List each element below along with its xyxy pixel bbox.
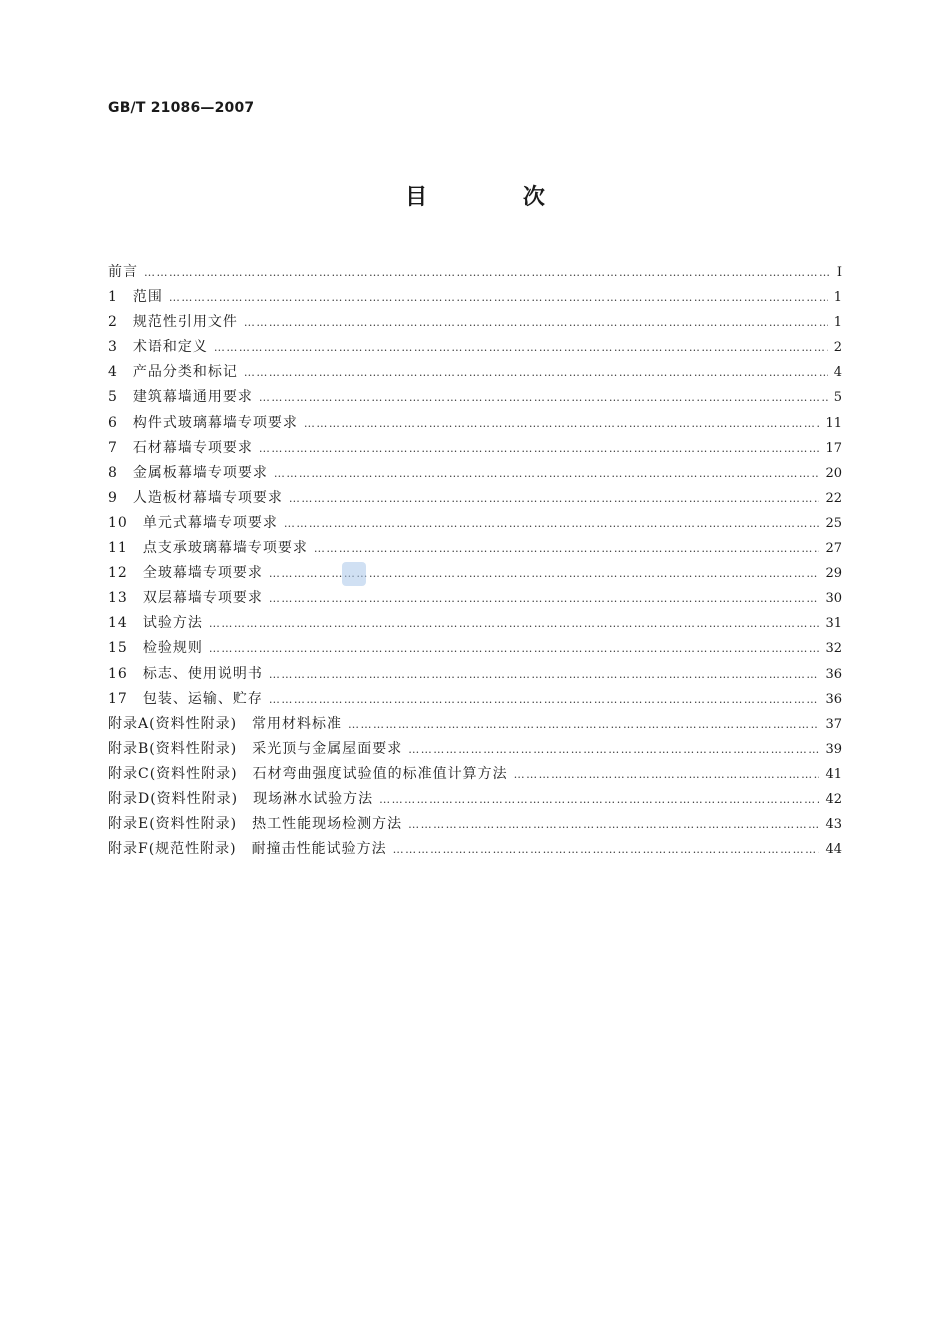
toc-entry-page: 2 (833, 340, 842, 356)
toc-leader-dots (348, 712, 819, 737)
toc-entry-page: 20 (825, 465, 842, 481)
toc-leader-dots (274, 461, 820, 486)
toc-entry-label: 3 术语和定义 (108, 339, 208, 356)
toc-entry-page: 11 (825, 415, 842, 431)
toc-entry[interactable] (108, 385, 842, 410)
toc-entry[interactable] (108, 787, 842, 812)
toc-entry[interactable] (108, 461, 842, 486)
toc-entry-label: 前言 (108, 264, 138, 280)
toc-entry[interactable] (108, 360, 842, 385)
toc-list (108, 260, 842, 862)
toc-entry-label: 附录C(资料性附录) 石材弯曲强度试验值的标准值计算方法 (108, 765, 508, 782)
toc-entry-label: 附录F(规范性附录) 耐撞击性能试验方法 (108, 841, 387, 858)
toc-leader-dots (314, 536, 820, 561)
toc-entry-label: 附录B(资料性附录) 采光顶与金属屋面要求 (108, 740, 403, 757)
toc-entry-page: 30 (825, 591, 842, 607)
toc-entry[interactable] (108, 662, 842, 687)
toc-leader-dots (209, 636, 820, 661)
toc-entry-page: 39 (825, 741, 842, 757)
toc-entry[interactable] (108, 310, 842, 335)
toc-leader-dots (214, 335, 828, 360)
toc-entry[interactable] (108, 611, 842, 636)
toc-entry[interactable] (108, 737, 842, 762)
toc-leader-dots (244, 310, 828, 335)
toc-entry-page: 4 (833, 365, 842, 381)
toc-entry[interactable] (108, 335, 842, 360)
toc-entry-label: 14 试验方法 (108, 615, 203, 632)
toc-entry[interactable] (108, 536, 842, 561)
toc-entry-label: 15 检验规则 (108, 640, 203, 657)
toc-entry-label: 10 单元式幕墙专项要求 (108, 514, 278, 531)
toc-entry-page: 1 (833, 315, 842, 331)
toc-entry-label: 12 全玻幕墙专项要求 (108, 565, 263, 582)
watermark-mark (342, 562, 366, 586)
toc-entry-label: 附录E(资料性附录) 热工性能现场检测方法 (108, 816, 403, 833)
toc-entry[interactable] (108, 812, 842, 837)
toc-entry-page: 42 (825, 791, 842, 807)
toc-entry[interactable] (108, 411, 842, 436)
toc-leader-dots (514, 762, 820, 787)
toc-leader-dots (209, 611, 820, 636)
toc-entry-page: Ⅰ (836, 265, 842, 280)
toc-entry[interactable] (108, 561, 842, 586)
standard-code: GB/T 21086—2007 (108, 100, 255, 116)
toc-leader-dots (259, 385, 828, 410)
toc-entry[interactable] (108, 712, 842, 737)
toc-leader-dots (289, 486, 820, 511)
toc-entry-page: 27 (825, 541, 842, 557)
toc-entry-page: 44 (825, 842, 842, 858)
toc-entry-page: 31 (825, 616, 842, 632)
toc-entry[interactable] (108, 687, 842, 712)
toc-entry-page: 25 (825, 515, 842, 531)
toc-entry-page: 29 (825, 566, 842, 582)
toc-entry-page: 1 (833, 290, 842, 306)
toc-entry-label: 16 标志、使用说明书 (108, 665, 263, 682)
toc-leader-dots (269, 662, 820, 687)
toc-entry-page: 22 (825, 490, 842, 506)
toc-leader-dots (259, 436, 820, 461)
toc-entry[interactable] (108, 486, 842, 511)
toc-title: 目 次 (405, 185, 589, 210)
toc-leader-dots (244, 360, 828, 385)
toc-entry[interactable] (108, 837, 842, 862)
toc-entry-label: 11 点支承玻璃幕墙专项要求 (108, 540, 308, 557)
toc-entry-label: 2 规范性引用文件 (108, 314, 238, 331)
toc-leader-dots (379, 787, 819, 812)
toc-leader-dots (408, 812, 819, 837)
toc-entry-page: 41 (825, 766, 842, 782)
toc-leader-dots (284, 511, 820, 536)
toc-entry-label: 附录D(资料性附录) 现场淋水试验方法 (108, 790, 374, 807)
toc-leader-dots (269, 586, 820, 611)
toc-entry-label: 17 包装、运输、贮存 (108, 690, 263, 707)
toc-leader-dots (169, 285, 828, 310)
toc-entry-page: 43 (825, 817, 842, 833)
toc-entry-page: 36 (825, 666, 842, 682)
toc-entry-page: 17 (825, 440, 842, 456)
toc-entry-label: 9 人造板材幕墙专项要求 (108, 489, 283, 506)
toc-entry[interactable] (108, 586, 842, 611)
toc-entry-label: 6 构件式玻璃幕墙专项要求 (108, 414, 298, 431)
toc-entry-label: 4 产品分类和标记 (108, 364, 238, 381)
toc-entry-page: 36 (825, 691, 842, 707)
toc-entry-label: 7 石材幕墙专项要求 (108, 439, 253, 456)
toc-leader-dots (269, 687, 820, 712)
toc-entry[interactable] (108, 762, 842, 787)
toc-entry[interactable] (108, 636, 842, 661)
toc-entry-label: 13 双层幕墙专项要求 (108, 590, 263, 607)
toc-entry-label: 附录A(资料性附录) 常用材料标准 (108, 715, 343, 732)
toc-entry-page: 37 (825, 716, 842, 732)
toc-leader-dots (393, 837, 820, 862)
toc-entry[interactable] (108, 285, 842, 310)
toc-entry[interactable] (108, 260, 842, 285)
toc-leader-dots (408, 737, 819, 762)
toc-entry[interactable] (108, 511, 842, 536)
toc-entry-page: 32 (825, 641, 842, 657)
toc-leader-dots (144, 260, 831, 285)
toc-entry-label: 8 金属板幕墙专项要求 (108, 464, 268, 481)
toc-leader-dots (304, 411, 820, 436)
toc-entry[interactable] (108, 436, 842, 461)
toc-entry-label: 5 建筑幕墙通用要求 (108, 389, 253, 406)
toc-entry-page: 5 (833, 390, 842, 406)
toc-entry-label: 1 范围 (108, 289, 163, 306)
